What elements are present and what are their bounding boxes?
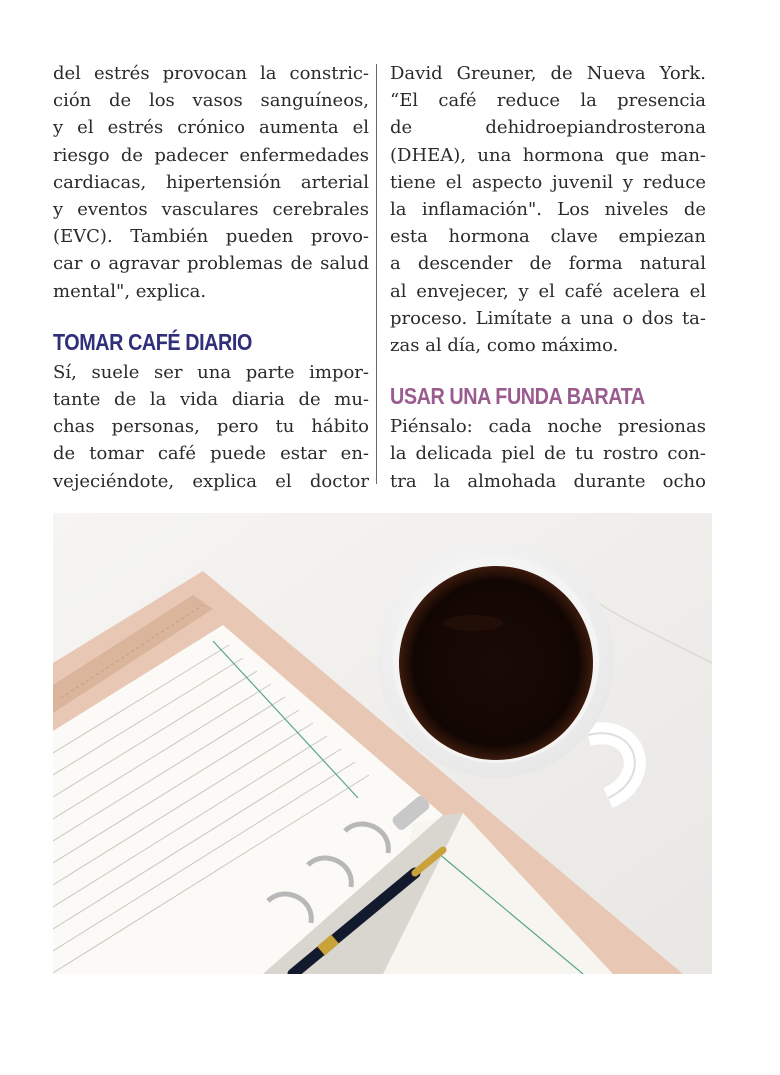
- coffee-highlight: [443, 615, 503, 631]
- text-line: tiene el aspecto juvenil y reduce: [390, 171, 706, 193]
- text-line: chas personas, pero tu hábito: [53, 416, 369, 438]
- spacer: [53, 305, 369, 325]
- text-line: zas al día, como máximo.: [390, 335, 619, 357]
- text-line: y el estrés crónico aumenta el: [53, 117, 369, 139]
- text-line: tra la almohada durante ocho: [390, 470, 706, 492]
- text-line: proceso. Limítate a una o dos ta-: [390, 307, 706, 329]
- text-line: cardiacas, hipertensión arterial: [53, 171, 369, 193]
- text-line: de tomar café puede estar en-: [53, 443, 369, 465]
- text-line: “El café reduce la presencia: [390, 90, 706, 112]
- column-divider: [376, 64, 377, 484]
- text-line: al envejecer, y el café acelera el: [390, 280, 706, 302]
- text-line: Sí, suele ser una parte impor-: [53, 361, 369, 383]
- text-line: vejeciéndote, explica el doctor: [53, 470, 369, 492]
- text-line: mental", explica.: [53, 280, 207, 302]
- text-line: y eventos vasculares cerebrales: [53, 199, 369, 221]
- text-line: de dehidroepiandrosterona: [390, 117, 706, 139]
- right-paragraph-1: [390, 60, 706, 359]
- text-line: a descender de forma natural: [390, 253, 706, 275]
- section-heading-usar-funda: USAR UNA FUNDA BARATA: [390, 383, 645, 410]
- text-line: Piénsalo: cada noche presionas: [390, 416, 706, 438]
- text-line: la delicada piel de tu rostro con-: [390, 443, 706, 465]
- spacer: [390, 359, 706, 379]
- section-heading-tomar-cafe: TOMAR CAFÉ DIARIO: [53, 328, 252, 355]
- coffee-planner-photo: [53, 513, 712, 974]
- right-paragraph-2: [390, 413, 706, 495]
- text-line: (EVC). También pueden provo-: [53, 226, 369, 248]
- text-line: ción de los vasos sanguíneos,: [53, 90, 369, 112]
- text-line: (DHEA), una hormona que man-: [390, 144, 706, 166]
- text-line: car o agravar problemas de salud: [53, 253, 369, 275]
- photo-illustration: [53, 513, 712, 974]
- text-line: del estrés provocan la constric-: [53, 63, 369, 84]
- left-paragraph-1: [53, 60, 369, 305]
- text-line: la inflamación". Los niveles de: [390, 199, 706, 221]
- text-line: esta hormona clave empiezan: [390, 226, 706, 248]
- text-line: riesgo de padecer enfermedades: [53, 144, 369, 166]
- text-line: tante de la vida diaria de mu-: [53, 389, 369, 411]
- text-line: David Greuner, de Nueva York.: [390, 63, 706, 84]
- right-column: [390, 60, 706, 495]
- left-paragraph-2: [53, 359, 369, 495]
- coffee: [399, 566, 593, 760]
- left-column: [53, 60, 369, 495]
